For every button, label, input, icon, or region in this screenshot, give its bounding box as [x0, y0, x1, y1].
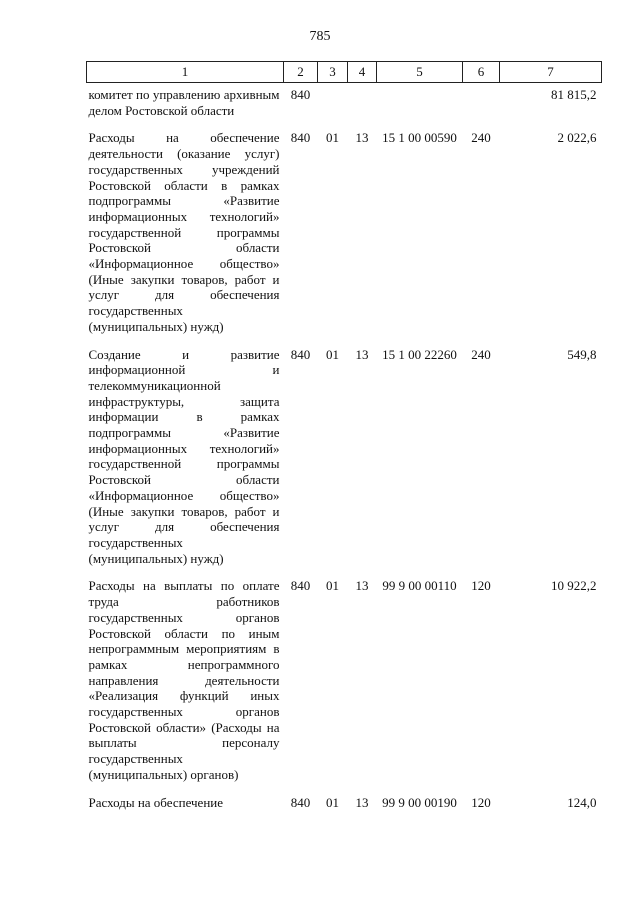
- budget-table: [86, 61, 602, 810]
- header-col-2: 2: [284, 62, 318, 83]
- row-subsection-code: 13: [355, 794, 369, 810]
- row-amount: 10 922,2: [551, 578, 597, 594]
- row-section-code: 01: [326, 130, 339, 146]
- row-target-code: [377, 83, 463, 131]
- row-expense-type: 240: [471, 130, 491, 146]
- row-section-code: 01: [326, 794, 339, 810]
- row-amount: 124,0: [567, 794, 597, 810]
- row-description: Расходы на обеспечение деятельности (оказание услуг) государственных учреждений Ростовской области в рамках подпрограммы «Развитие информационных технологий» государственной программы Ростовской области «Информационное общество» (Иные закупки товаров, работ и услуг для обеспечения государственных (муниципальных) нужд): [88, 130, 280, 334]
- row-ministry-code: 840: [290, 87, 311, 102]
- row-subsection-code: 13: [355, 346, 369, 362]
- row-amount: 2 022,6: [557, 130, 597, 146]
- row-subsection-code: 13: [355, 578, 369, 594]
- table-row: [87, 83, 602, 131]
- row-target-code: 15 1 00 00590: [382, 130, 457, 146]
- table-header: [87, 62, 602, 83]
- row-description: Создание и развитие информационной и телекоммуникационной инфраструктуры, защита информации в рамках подпрограммы «Развитие информационных технологий» государственной программы Ростовской области «Информационное общество» (Иные закупки товаров, работ и услуг для обеспечения государственных (муниципальных) нужд): [88, 346, 280, 566]
- row-expense-type: 120: [471, 794, 491, 810]
- page-number: 785: [309, 29, 331, 44]
- table-row: [87, 578, 602, 794]
- row-ministry-code: 840: [290, 578, 311, 594]
- row-target-code: 99 9 00 00110: [382, 578, 457, 594]
- row-section-code: 01: [326, 346, 339, 362]
- row-description: Расходы на обеспечение: [88, 794, 224, 810]
- row-target-code: 15 1 00 22260: [382, 346, 457, 362]
- row-ministry-code: 840: [290, 794, 311, 810]
- table-row: [87, 347, 602, 579]
- row-section-code: 01: [326, 578, 339, 594]
- header-col-4: 4: [348, 62, 377, 83]
- header-col-6: 6: [463, 62, 500, 83]
- row-expense-type: 120: [471, 578, 491, 594]
- row-expense-type: 240: [471, 346, 491, 362]
- row-description: Расходы на выплаты по оплате труда работников государственных органов Ростовской области по иным непрограммным мероприятиям в рамках непрограммного направления деятельности «Реализация функций иных государственных органов Ростовской области» (Расходы на выплаты персоналу государственных (муниципальных) органов): [88, 578, 280, 782]
- row-description: комитет по управлению архивным делом Ростовской области: [88, 87, 280, 118]
- row-amount: 549,8: [567, 346, 597, 362]
- header-row: [87, 62, 602, 83]
- row-subsection-code: 13: [355, 130, 369, 146]
- row-amount: 81 815,2: [551, 87, 597, 102]
- row-expense-type: [463, 83, 500, 131]
- header-col-5: 5: [377, 62, 463, 83]
- table-row: [87, 130, 602, 346]
- row-target-code: 99 9 00 00190: [382, 794, 457, 810]
- row-subsection-code: [348, 83, 377, 131]
- header-col-1: 1: [87, 62, 284, 83]
- header-col-7: 7: [500, 62, 602, 83]
- row-ministry-code: 840: [290, 346, 311, 362]
- table-row: [87, 795, 602, 811]
- row-section-code: [318, 83, 348, 131]
- header-col-3: 3: [318, 62, 348, 83]
- table-body: [87, 83, 602, 811]
- row-ministry-code: 840: [290, 130, 311, 146]
